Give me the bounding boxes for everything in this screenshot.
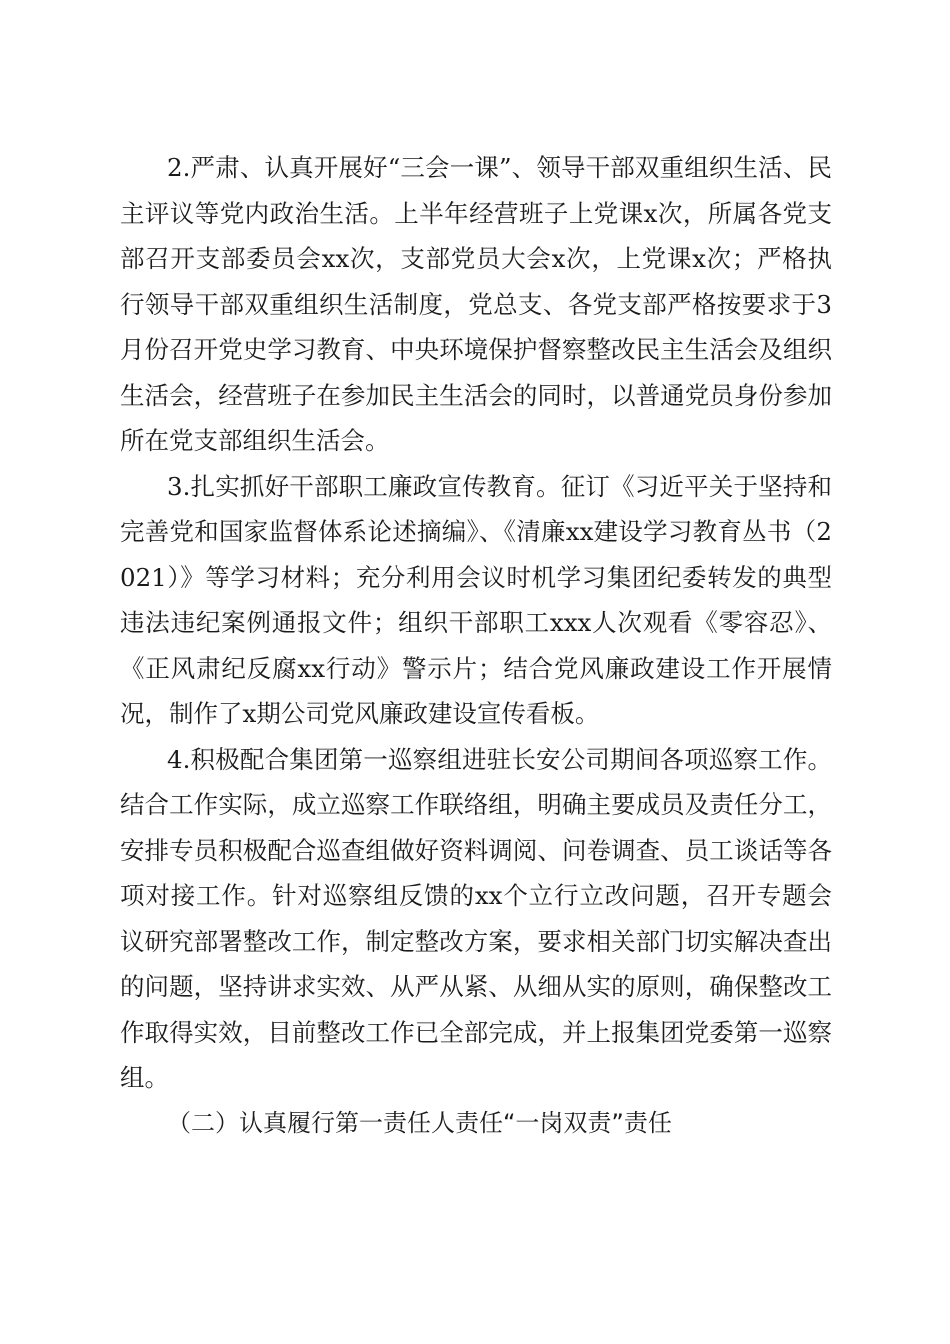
paragraph-3-integrity-education: 3.扎实抓好干部职工廉政宣传教育。征订《习近平关于坚持和完善党和国家监督体系论述摘编》、《清廉xx建设学习教育丛书（2021）》等学习材料；充分利用会议时机学习集团纪委转发的典型违法违纪案例通报文件；组织干部职工xxx人次观看《零容忍》、《正风肃纪反腐xx行动》警示片；结合党风廉政建设工作开展情况，制作了x期公司党风廉政建设宣传看板。 xyxy=(120,471,832,728)
paragraph-2-party-life: 2.严肃、认真开展好“三会一课”、领导干部双重组织生活、民主评议等党内政治生活。上半年经营班子上党课x次，所属各党支部召开支部委员会xx次，支部党员大会x次，上党课x次；严格执行领导干部双重组织生活制度，党总支、各党支部严格按要求于3月份召开党史学习教育、中央环境保护督察整改民主生活会及组织生活会，经营班子在参加民主生活会的同时，以普通党员身份参加所在党支部组织生活会。 xyxy=(120,153,832,455)
document-body xyxy=(120,145,832,1146)
section-heading: （二）认真履行第一责任人责任“一岗双责”责任 xyxy=(167,1108,672,1137)
paragraph-4-inspection-cooperation: 4.积极配合集团第一巡察组进驻长安公司期间各项巡察工作。结合工作实际，成立巡察工作联络组，明确主要成员及责任分工，安排专员积极配合巡查组做好资料调阅、问卷调查、员工谈话等各项对接工作。针对巡察组反馈的xx个立行立改问题，召开专题会议研究部署整改工作，制定整改方案，要求相关部门切实解决查出的问题，坚持讲求实效、从严从紧、从细从实的原则，确保整改工作取得实效，目前整改工作已全部完成，并上报集团党委第一巡察组。 xyxy=(120,744,832,1092)
